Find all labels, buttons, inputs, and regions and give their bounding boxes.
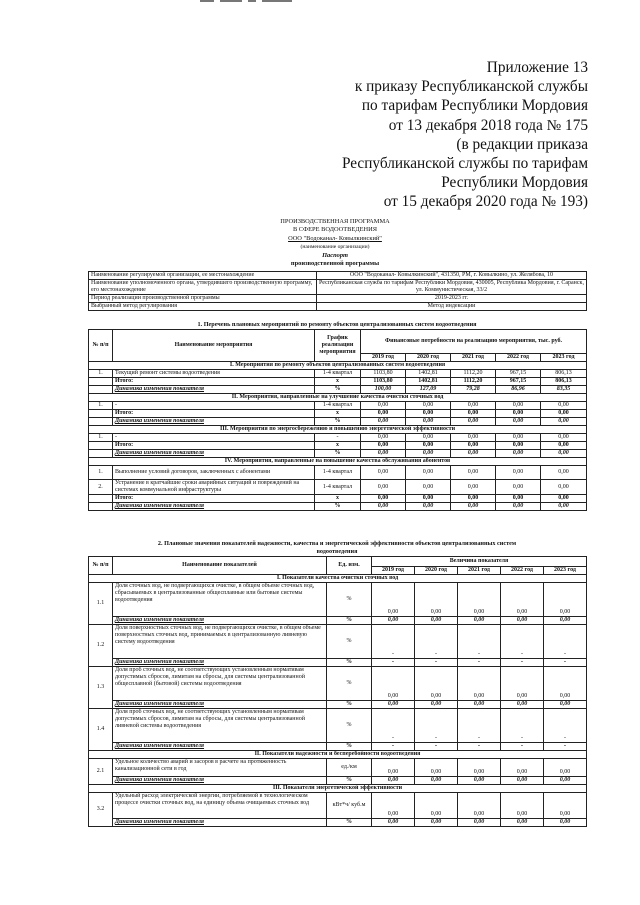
header-unit: Ед. изм. — [327, 557, 372, 575]
dynamics-row — [89, 777, 587, 785]
dynamics-value: - — [544, 659, 587, 667]
indicator-value: 0,00 — [458, 759, 501, 777]
row-value: 0,00 — [451, 402, 496, 410]
row-value: 0,00 — [406, 418, 451, 426]
row-name: Итого: — [113, 410, 315, 418]
row-value: 0,00 — [541, 450, 587, 458]
header-values: Величина показателя — [372, 557, 587, 567]
row-value: 0,00 — [541, 418, 587, 426]
row-schedule: х — [315, 410, 361, 418]
header-year: 2019 год — [361, 354, 406, 362]
row-schedule: % — [315, 418, 361, 426]
row-schedule: х — [315, 495, 361, 503]
indicator-value: - — [544, 625, 587, 659]
indicator-value: 0,00 — [544, 667, 587, 701]
table-row — [89, 450, 587, 458]
dynamics-value: 0,00 — [372, 701, 415, 709]
dynamics-label: Динамика изменения показателя — [113, 701, 327, 709]
row-num — [89, 378, 113, 386]
row-value: 1112,20 — [451, 378, 496, 386]
indicator-value: - — [372, 625, 415, 659]
section-title: II. Показатели надежности и бесперебойности водоотведения — [89, 751, 587, 759]
table2-caption: 2. Плановые значения показателей надежности, качества и энергетической эффективности объектов централизованных систем — [157, 540, 517, 547]
row-value: 0,00 — [406, 442, 451, 450]
dynamics-unit: % — [327, 617, 372, 625]
row-value: 1103,80 — [361, 370, 406, 378]
row-name: Динамика изменения показателя — [113, 503, 315, 511]
row-schedule: % — [315, 450, 361, 458]
row-value: 0,00 — [406, 410, 451, 418]
annex-line: от 15 декабря 2020 года № 193) — [383, 193, 588, 211]
row-value: 0,00 — [361, 418, 406, 426]
section-title: II. Мероприятия, направленные на улучшение качества очистки сточных вод — [89, 394, 587, 402]
annex-line: Республиканской службы по тарифам — [341, 155, 588, 173]
indicator-name: Удельное количество аварий и засоров в расчете на протяженность канализационной сети в год — [113, 759, 327, 777]
dynamics-value: 0,00 — [544, 819, 587, 827]
section-title: I. Показатели качества очистки сточных вод — [89, 575, 587, 583]
section-row — [89, 394, 587, 402]
dynamics-value: 0,00 — [458, 617, 501, 625]
row-value: 0,00 — [451, 466, 496, 480]
row-value: 1402,81 — [406, 378, 451, 386]
dynamics-row — [89, 743, 587, 751]
row-name: Итого: — [113, 495, 315, 503]
header-num: № п/п — [89, 557, 113, 575]
indicator-value: 0,00 — [501, 759, 544, 777]
dynamics-unit: % — [327, 659, 372, 667]
row-value: 0,00 — [406, 495, 451, 503]
row-name: - — [113, 402, 315, 410]
row-value: 1103,80 — [361, 378, 406, 386]
dynamics-value: - — [544, 743, 587, 751]
row-schedule: 1-4 квартал — [315, 402, 361, 410]
dynamics-value: 0,00 — [544, 701, 587, 709]
table-row — [89, 503, 587, 511]
section-title: IV. Мероприятия, направленные на повышение качества обслуживания абонентов — [89, 458, 587, 466]
indicator-value: 0,00 — [458, 793, 501, 819]
annex-line: (в редакции приказа — [456, 135, 588, 153]
header-year: 2020 год — [415, 567, 458, 575]
dynamics-value: 0,00 — [458, 819, 501, 827]
row-value: 0,00 — [406, 450, 451, 458]
dynamics-value: - — [415, 659, 458, 667]
row-num: 1.4 — [89, 709, 113, 751]
dynamics-value: 0,00 — [415, 777, 458, 785]
row-num: 2. — [89, 480, 113, 495]
section-title: III. Мероприятия по энергосбережению и повышению энергетической эффективности — [89, 426, 587, 434]
row-value: 100,00 — [361, 386, 406, 394]
row-value: 0,00 — [451, 418, 496, 426]
row-num — [89, 503, 113, 511]
row-value: 0,00 — [496, 410, 541, 418]
passport-value: ООО "Водоканал- Ковылкинский", 431350, РМ, г. Ковылкино, ул. Желябова, 10 — [317, 272, 587, 280]
table-row — [89, 418, 587, 426]
indicator-row — [89, 667, 587, 701]
indicators-table — [88, 556, 587, 827]
annex-line: по тарифам Республики Мордовия — [361, 97, 588, 115]
indicator-value: - — [501, 625, 544, 659]
dynamics-row — [89, 819, 587, 827]
header-name: Наименование мероприятия — [113, 330, 315, 362]
row-value: 0,00 — [406, 480, 451, 495]
dynamics-value: 0,00 — [544, 777, 587, 785]
dynamics-value: 0,00 — [415, 617, 458, 625]
table-row — [89, 410, 587, 418]
header-year: 2021 год — [458, 567, 501, 575]
dynamics-row — [89, 701, 587, 709]
indicator-value: 0,00 — [415, 583, 458, 617]
row-value: 0,00 — [361, 442, 406, 450]
row-value: 0,00 — [451, 442, 496, 450]
row-value: 967,15 — [496, 378, 541, 386]
indicator-value: 0,00 — [544, 793, 587, 819]
row-value: 0,00 — [361, 434, 406, 442]
indicator-value: 0,00 — [458, 583, 501, 617]
dynamics-value: 0,00 — [415, 819, 458, 827]
row-name: Динамика изменения показателя — [113, 450, 315, 458]
row-value: 86,96 — [496, 386, 541, 394]
indicator-unit: % — [327, 625, 372, 659]
row-name: Устранение в кратчайшие сроки аварийных ситуаций и повреждений на системах коммунальной инфраструктуры — [113, 480, 315, 495]
indicator-row — [89, 759, 587, 777]
annex-line: Приложение 13 — [486, 59, 588, 76]
row-value: 0,00 — [361, 495, 406, 503]
dynamics-label: Динамика изменения показателя — [113, 777, 327, 785]
row-value: 0,00 — [451, 450, 496, 458]
table2-caption-cont: водоотведения — [316, 548, 358, 555]
indicator-value: 0,00 — [415, 759, 458, 777]
section-title: I. Мероприятия по ремонту объектов централизованных систем водоотведения — [89, 362, 587, 370]
passport-value: 2019-2023 гг. — [317, 295, 587, 303]
row-num: 1. — [89, 402, 113, 410]
passport-label: Наименование регулируемой организации, ее местонахождение — [89, 272, 317, 280]
indicator-row — [89, 625, 587, 659]
indicator-name: Удельный расход электрической энергии, потребляемой в технологическом процессе очистки сточных вод, на единицу объема очищаемых сточных вод — [113, 793, 327, 819]
header-schedule: График реализации мероприятия — [315, 330, 361, 362]
indicator-value: 0,00 — [415, 793, 458, 819]
indicator-value: - — [458, 625, 501, 659]
table-row — [89, 370, 587, 378]
dynamics-value: - — [415, 743, 458, 751]
indicator-name: Доля проб сточных вод, не соответствующих установленным нормативам допустимых сбросов, лимитам на сбросы, для системы централизованной ливневой системы водоотведения — [113, 709, 327, 743]
passport-title: Паспорт — [322, 251, 348, 259]
row-name: Итого: — [113, 378, 315, 386]
header-year: 2022 год — [496, 354, 541, 362]
row-value: 0,00 — [541, 480, 587, 495]
organization-name: ООО "Водоканал- Ковылкинский" — [288, 234, 382, 242]
row-value: 0,00 — [406, 503, 451, 511]
program-title: ПРОИЗВОДСТВЕННАЯ ПРОГРАММА — [280, 218, 390, 225]
row-schedule: 1-4 квартал — [315, 480, 361, 495]
indicator-value: 0,00 — [415, 667, 458, 701]
row-value: 1402,81 — [406, 370, 451, 378]
header-year: 2020 год — [406, 354, 451, 362]
row-value: 0,00 — [451, 410, 496, 418]
dynamics-value: 0,00 — [372, 617, 415, 625]
dynamics-value: 0,00 — [544, 617, 587, 625]
row-num — [89, 450, 113, 458]
indicator-name: Доля сточных вод, не подвергающихся очистке, в общем объеме сточных вод, сбрасываемых в централизованные общесплавные или бытовые системы водоотведения — [113, 583, 327, 617]
annex-line: Республики Мордовия — [441, 174, 588, 192]
row-num: 1.2 — [89, 625, 113, 667]
row-value: 0,00 — [496, 480, 541, 495]
dynamics-label: Динамика изменения показателя — [113, 659, 327, 667]
row-value: 0,00 — [496, 495, 541, 503]
passport-label: Наименование уполномоченного органа, утвердившего производственную программу, его местонахождение — [89, 280, 317, 295]
table-row — [89, 442, 587, 450]
row-value: 1112,20 — [451, 370, 496, 378]
row-value: 0,00 — [541, 495, 587, 503]
header-name: Наименование показателей — [113, 557, 327, 575]
row-value: 0,00 — [541, 442, 587, 450]
row-value: 0,00 — [361, 503, 406, 511]
dynamics-value: 0,00 — [458, 701, 501, 709]
section-row — [89, 362, 587, 370]
passport-row — [89, 272, 587, 280]
program-header — [100, 218, 570, 268]
row-value: 0,00 — [496, 442, 541, 450]
row-value: 0,00 — [496, 466, 541, 480]
program-subtitle: В СФЕРЕ ВОДООТВЕДЕНИЯ — [292, 226, 378, 234]
header-year: 2023 год — [544, 567, 587, 575]
organization-note: (наименование организации) — [300, 244, 370, 251]
passport-subtitle: производственной программы — [290, 260, 380, 268]
row-num: 1.3 — [89, 667, 113, 709]
row-num — [89, 386, 113, 394]
row-name: Выполнение условий договоров, заключенных с абонентами — [113, 466, 315, 480]
row-name: Динамика изменения показателя — [113, 418, 315, 426]
row-num: 1. — [89, 370, 113, 378]
row-value: 806,13 — [541, 370, 587, 378]
dynamics-value: - — [501, 743, 544, 751]
header-num: № п/п — [89, 330, 113, 362]
row-value: 0,00 — [406, 402, 451, 410]
row-value: 806,13 — [541, 378, 587, 386]
indicator-row — [89, 793, 587, 819]
indicator-value: - — [372, 709, 415, 743]
row-num: 2.1 — [89, 759, 113, 785]
passport-table — [88, 271, 587, 311]
row-num — [89, 410, 113, 418]
section-row — [89, 751, 587, 759]
section-row — [89, 575, 587, 583]
annex-block — [288, 58, 588, 212]
header-year: 2021 год — [451, 354, 496, 362]
row-value: 0,00 — [451, 495, 496, 503]
dynamics-value: 0,00 — [501, 819, 544, 827]
indicator-name: Доля поверхностных сточных вод, не подвергающихся очистке, в общем объеме поверхностных сточных вод, принимаемых в централизованную ливневую систему водоотведения — [113, 625, 327, 659]
dynamics-value: 0,00 — [501, 777, 544, 785]
annex-line: от 13 декабря 2018 года № 175 — [388, 116, 588, 134]
row-num: 1. — [89, 466, 113, 480]
dynamics-label: Динамика изменения показателя — [113, 617, 327, 625]
dynamics-value: 0,00 — [372, 819, 415, 827]
indicator-unit: кВт*ч/ куб.м — [327, 793, 372, 819]
dynamics-value: - — [458, 659, 501, 667]
row-value: 0,00 — [361, 466, 406, 480]
indicator-unit: % — [327, 709, 372, 743]
indicator-value: 0,00 — [501, 667, 544, 701]
row-num — [89, 495, 113, 503]
header-year: 2019 год — [372, 567, 415, 575]
row-value: 79,28 — [451, 386, 496, 394]
row-num — [89, 442, 113, 450]
indicator-value: - — [415, 625, 458, 659]
dynamics-unit: % — [327, 701, 372, 709]
row-value: 0,00 — [451, 503, 496, 511]
header-year: 2023 год — [541, 354, 587, 362]
indicator-name: Доля проб сточных вод, не соответствующих установленным нормативам допустимых сбросов, лимитам на сбросы, для системы централизованной общесплавной (бытовой) системы водоотведения — [113, 667, 327, 701]
dynamics-value: 0,00 — [458, 777, 501, 785]
row-num: 1. — [89, 434, 113, 442]
indicator-value: 0,00 — [458, 667, 501, 701]
indicator-value: - — [415, 709, 458, 743]
row-name: Динамика изменения показателя — [113, 386, 315, 394]
passport-value: Метод индексации — [317, 303, 587, 311]
activities-table — [88, 329, 587, 511]
dynamics-value: - — [458, 743, 501, 751]
indicator-value: 0,00 — [501, 793, 544, 819]
table-row — [89, 386, 587, 394]
row-schedule: % — [315, 386, 361, 394]
dynamics-row — [89, 617, 587, 625]
row-schedule: 1-4 квартал — [315, 370, 361, 378]
row-value: 0,00 — [541, 402, 587, 410]
dynamics-label: Динамика изменения показателя — [113, 819, 327, 827]
row-value: 0,00 — [361, 402, 406, 410]
row-value: 0,00 — [451, 480, 496, 495]
row-value: 0,00 — [496, 402, 541, 410]
row-value: 0,00 — [361, 480, 406, 495]
dynamics-unit: % — [327, 777, 372, 785]
annex-line: к приказу Республиканской службы — [354, 78, 588, 96]
table-row — [89, 378, 587, 386]
table-row — [89, 466, 587, 480]
row-num — [89, 418, 113, 426]
indicator-value: - — [501, 709, 544, 743]
table-row — [89, 480, 587, 495]
indicator-value: 0,00 — [372, 583, 415, 617]
indicator-row — [89, 709, 587, 743]
indicator-value: 0,00 — [372, 667, 415, 701]
row-num: 1.1 — [89, 583, 113, 625]
indicator-unit: % — [327, 667, 372, 701]
row-value: 0,00 — [496, 450, 541, 458]
section-title: III. Показатели энергетической эффективности — [89, 785, 587, 793]
row-value: 0,00 — [541, 434, 587, 442]
indicator-value: 0,00 — [372, 793, 415, 819]
table-row — [89, 434, 587, 442]
passport-row — [89, 303, 587, 311]
row-num: 3.2 — [89, 793, 113, 827]
passport-value: Республиканская служба по тарифам Республики Мордовия, 430005, Республика Мордовия, г. Саранск, ул. Коммунистическая, 33/2 — [317, 280, 587, 295]
passport-label: Выбранный метод регулирования — [89, 303, 317, 311]
row-value: 0,00 — [496, 503, 541, 511]
section-row — [89, 426, 587, 434]
header-row — [89, 330, 587, 354]
row-value: 0,00 — [541, 503, 587, 511]
row-value: 127,09 — [406, 386, 451, 394]
row-schedule: х — [315, 442, 361, 450]
row-schedule: 1-4 квартал — [315, 466, 361, 480]
row-value: 0,00 — [496, 418, 541, 426]
header-year: 2022 год — [501, 567, 544, 575]
dynamics-value: - — [372, 659, 415, 667]
row-value: 967,15 — [496, 370, 541, 378]
dynamics-label: Динамика изменения показателя — [113, 743, 327, 751]
dynamics-value: 0,00 — [415, 701, 458, 709]
passport-row — [89, 295, 587, 303]
row-value: 0,00 — [541, 466, 587, 480]
passport-row — [89, 280, 587, 295]
row-value: 0,00 — [406, 434, 451, 442]
passport-label: Период реализации производственной программы — [89, 295, 317, 303]
row-value: 0,00 — [361, 450, 406, 458]
row-name: - — [113, 434, 315, 442]
row-value: 0,00 — [406, 466, 451, 480]
indicator-value: - — [544, 709, 587, 743]
dynamics-unit: % — [327, 743, 372, 751]
row-value: 0,00 — [496, 434, 541, 442]
row-schedule: % — [315, 503, 361, 511]
indicator-value: 0,00 — [501, 583, 544, 617]
indicator-unit: ед./км — [327, 759, 372, 777]
scan-marks — [200, 0, 340, 6]
row-value: 0,00 — [361, 410, 406, 418]
dynamics-row — [89, 659, 587, 667]
dynamics-value: 0,00 — [501, 701, 544, 709]
row-schedule: х — [315, 378, 361, 386]
row-value: 83,35 — [541, 386, 587, 394]
header-needs: Финансовые потребности на реализацию мероприятия, тыс. руб. — [361, 330, 587, 354]
section-row — [89, 785, 587, 793]
row-name: Текущий ремонт системы водоотведения — [113, 370, 315, 378]
dynamics-value: - — [501, 659, 544, 667]
table-row — [89, 402, 587, 410]
dynamics-value: 0,00 — [372, 777, 415, 785]
indicator-row — [89, 583, 587, 617]
row-schedule: - — [315, 434, 361, 442]
section-row — [89, 458, 587, 466]
row-value: 0,00 — [451, 434, 496, 442]
row-name: Итого: — [113, 442, 315, 450]
dynamics-unit: % — [327, 819, 372, 827]
indicator-unit: % — [327, 583, 372, 617]
indicator-value: 0,00 — [372, 759, 415, 777]
indicator-value: - — [458, 709, 501, 743]
indicator-value: 0,00 — [544, 759, 587, 777]
table-row — [89, 495, 587, 503]
indicator-value: 0,00 — [544, 583, 587, 617]
table1-caption: 1. Перечень плановых мероприятий по ремонту объектов централизованных систем водоотведения — [197, 321, 477, 328]
dynamics-value: 0,00 — [501, 617, 544, 625]
dynamics-value: - — [372, 743, 415, 751]
header-row — [89, 557, 587, 567]
row-value: 0,00 — [541, 410, 587, 418]
